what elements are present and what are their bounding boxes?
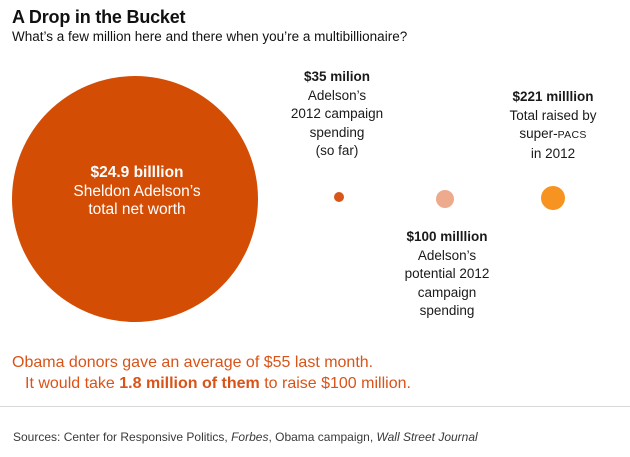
callout-line2-post: to raise $100 million. [259,374,411,392]
label-net-worth-line2: total net worth [88,201,186,218]
callout-line1: Obama donors gave an average of $55 last month. [12,354,374,371]
label-221-line1: Total raised by [509,107,597,123]
chart-title: A Drop in the Bucket [12,7,186,27]
footer-divider [0,406,630,407]
callout-text [12,353,411,394]
label-100-value: $100 milllion [406,229,488,244]
bubble-superpac-total [541,186,565,210]
callout-line2-bold: 1.8 million of them [119,374,260,392]
label-100-line1: Adelson’s [417,247,477,263]
label-net-worth-line1: Sheldon Adelson’s [73,182,201,200]
label-221-value: $221 milllion [512,89,594,104]
sources-forbes: Forbes [231,430,269,444]
label-221-line3: in 2012 [530,145,576,161]
label-potential-campaign-spending [367,228,527,321]
bubble-campaign-spending-so-far [334,192,344,202]
sources-mid: , Obama campaign, [268,430,377,444]
label-221-line2 [473,125,630,145]
label-superpac-total [473,88,630,163]
label-221-line2-prefix: super- [519,126,558,141]
callout-line2-pre: It would take [25,374,120,392]
label-100-line3: campaign [417,284,477,300]
label-35-line1: Adelson’s [307,87,367,103]
label-35-line4: (so far) [315,143,359,158]
label-net-worth-value: $24.9 billlion [90,164,184,181]
sources-line [13,430,478,444]
label-net-worth [27,164,247,220]
label-35-line3: spending [309,124,365,140]
label-100-line4: spending [419,303,475,318]
callout-line2 [12,374,411,395]
sources-prefix: Sources: Center for Responsive Politics, [13,430,232,444]
sources-wsj: Wall Street Journal [376,430,478,444]
label-campaign-spending-so-far [257,68,417,161]
bubble-potential-campaign-spending [436,190,454,208]
label-100-line2: potential 2012 [404,266,490,281]
label-35-line2: 2012 campaign [290,106,384,121]
label-35-value: $35 milion [303,69,371,84]
chart-subtitle: What’s a few million here and there when you’re a multibillionaire? [12,29,408,44]
label-221-line2-caps: PACS [557,129,587,141]
